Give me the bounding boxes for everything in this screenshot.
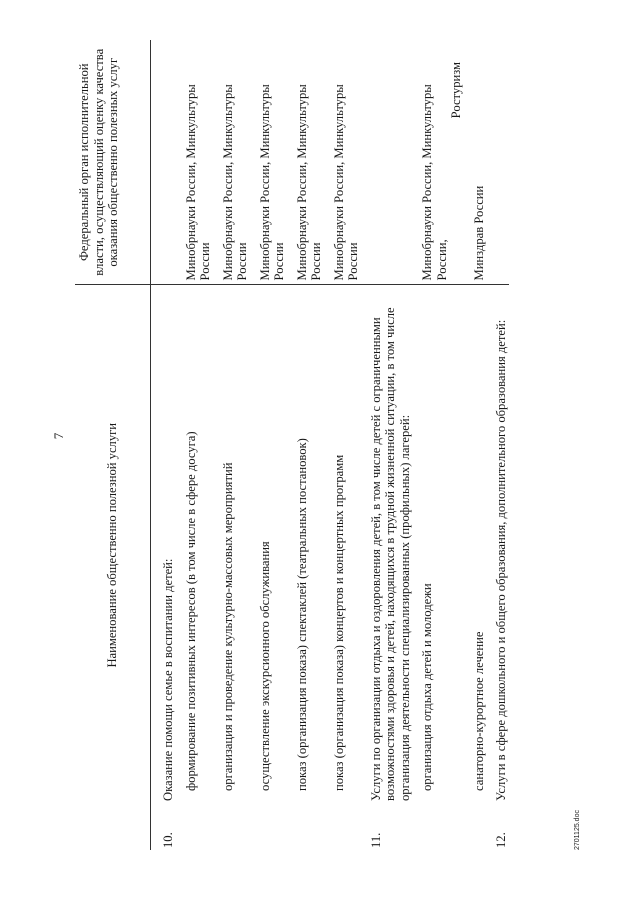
- row-authority: [151, 40, 176, 285]
- footer-file-code: 2701125.doc: [574, 810, 581, 850]
- row-service: Услуги по организации отдыха и оздоровления детей, в том числе детей с ограниченными возможностями здоровья и детей, находящихся в трудной жизненной ситуации, в том числе организация деятельности специализированных (профильных) лагерей:: [368, 307, 412, 801]
- row-service: санаторно-курортное лечение: [471, 631, 486, 791]
- table-row: [213, 40, 250, 850]
- row-service: осуществление экскурсионного обслуживания: [257, 541, 272, 791]
- rotated-page: [51, 40, 581, 850]
- row-authority: [486, 40, 509, 285]
- row-authority: Минобрнауки России, Минкультуры России: [324, 40, 361, 285]
- services-table: [75, 40, 509, 850]
- row-authority-cell: [412, 40, 464, 285]
- row-authority: Минобрнауки России, Минкультуры России,: [420, 84, 449, 281]
- table-row: [250, 40, 287, 850]
- row-authority: Минобрнауки России, Минкультуры России: [176, 40, 213, 285]
- row-service: организация отдыха детей и молодежи: [420, 583, 434, 791]
- row-number: 11.: [368, 832, 383, 848]
- row-number: [250, 805, 287, 850]
- row-number: [287, 805, 324, 850]
- table-row: [176, 40, 213, 850]
- row-number: [324, 805, 361, 850]
- table-header-row: [75, 40, 151, 850]
- row-authority-extra: Ростуризм: [449, 62, 463, 119]
- row-service: формирование позитивных интересов (в том числе в сфере досуга): [183, 431, 198, 791]
- header-authority: Федеральный орган исполнительной власти, осуществляющий оценку качества оказания общественно полезных услуг: [75, 40, 151, 285]
- row-authority: Минобрнауки России, Минкультуры России: [213, 40, 250, 285]
- row-service: Оказание помощи семье в воспитании детей:: [161, 558, 175, 801]
- table-row: [464, 40, 487, 850]
- row-authority: [361, 40, 413, 285]
- table-row: [324, 40, 361, 850]
- header-service-name: Наименование общественно полезной услуги: [75, 285, 151, 805]
- table-row: [151, 40, 176, 850]
- row-service: организация и проведение культурно-массовых мероприятий: [220, 462, 235, 791]
- header-num-cell: [75, 805, 151, 850]
- row-authority: Минздрав России: [464, 40, 487, 285]
- row-number: [213, 805, 250, 850]
- row-number: [464, 805, 487, 850]
- page-number: 7: [51, 432, 66, 440]
- table-row: [287, 40, 324, 850]
- row-service: показ (организация показа) спектаклей (театральных постановок): [294, 438, 309, 791]
- table-row: [486, 40, 509, 850]
- row-service: показ (организация показа) концертов и концертных программ: [331, 454, 346, 791]
- row-authority: Минобрнауки России, Минкультуры России: [287, 40, 324, 285]
- row-number: [176, 805, 213, 850]
- row-authority: Минобрнауки России, Минкультуры России: [250, 40, 287, 285]
- table-row: [412, 40, 464, 850]
- table-row: [361, 40, 413, 850]
- row-number: 10.: [161, 832, 175, 848]
- row-service: Услуги в сфере дошкольного и общего образования, дополнительного образования детей:: [494, 319, 508, 801]
- row-number: [412, 805, 464, 850]
- row-number: 12.: [494, 832, 508, 848]
